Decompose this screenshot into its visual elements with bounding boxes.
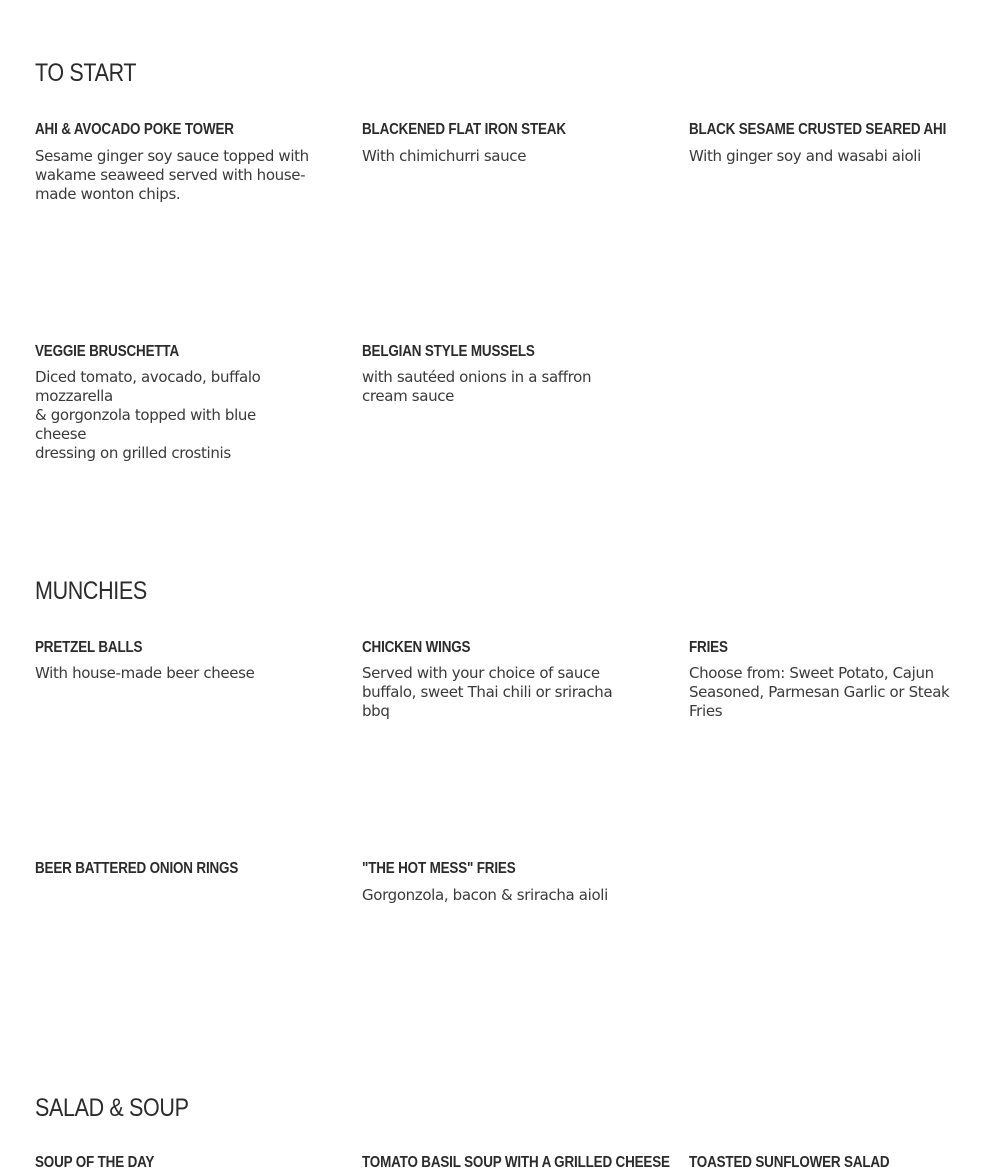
item-name: CHICKEN WINGS (362, 639, 471, 656)
item-description: with sautéed onions in a saffron cream sauce (362, 368, 592, 405)
item-name: VEGGIE BRUSCHETTA (35, 343, 180, 360)
item-name: TOMATO BASIL SOUP WITH A GRILLED CHEESE (362, 1154, 670, 1171)
menu-item-tomato-basil-soup (362, 1153, 670, 1173)
item-name: FRIES (689, 639, 728, 656)
section-title-munchies: MUNCHIES (35, 577, 147, 605)
item-name: BEER BATTERED ONION RINGS (35, 860, 239, 877)
item-description: Sesame ginger soy sauce topped with wakame seaweed served with house- made wonton chips. (35, 147, 309, 203)
item-name: SOUP OF THE DAY (35, 1154, 155, 1171)
item-description: Served with your choice of sauce buffalo, sweet Thai chili or sriracha bbq (362, 664, 613, 720)
item-description: Diced tomato, avocado, buffalo mozzarella & gorgonzola topped with blue cheese dressing on grilled crostinis (35, 368, 261, 462)
menu-item-veggie-bruschetta (35, 342, 325, 463)
menu-item-onion-rings (35, 859, 325, 886)
menu-item-hot-mess-fries (362, 859, 652, 905)
menu-item-ahi-poke-tower (35, 120, 325, 204)
item-name: "THE HOT MESS" FRIES (362, 860, 516, 877)
section-title-salad-soup: SALAD & SOUP (35, 1094, 189, 1122)
item-name: BLACK SESAME CRUSTED SEARED AHI (689, 121, 947, 138)
menu-item-belgian-mussels (362, 342, 652, 406)
item-description: With chimichurri sauce (362, 147, 527, 165)
menu-item-flat-iron-steak (362, 120, 652, 166)
menu-item-soup-of-the-day (35, 1153, 325, 1173)
item-name: BELGIAN STYLE MUSSELS (362, 343, 535, 360)
menu-item-chicken-wings (362, 638, 652, 721)
item-name: PRETZEL BALLS (35, 639, 143, 656)
item-description: Gorgonzola, bacon & sriracha aioli (362, 886, 608, 904)
item-description: With ginger soy and wasabi aioli (689, 147, 921, 165)
menu-item-seared-ahi (689, 120, 979, 166)
menu-item-pretzel-balls (35, 638, 325, 683)
item-description: With house-made beer cheese (35, 664, 255, 682)
item-description: Choose from: Sweet Potato, Cajun Seasoned, Parmesan Garlic or Steak Fries (689, 664, 950, 720)
item-name: TOASTED SUNFLOWER SALAD (689, 1154, 890, 1171)
item-name: BLACKENED FLAT IRON STEAK (362, 121, 566, 138)
item-name: AHI & AVOCADO POKE TOWER (35, 121, 234, 138)
menu-item-sunflower-salad (689, 1153, 979, 1173)
menu-item-fries (689, 638, 969, 721)
section-title-to-start: TO START (35, 59, 137, 87)
